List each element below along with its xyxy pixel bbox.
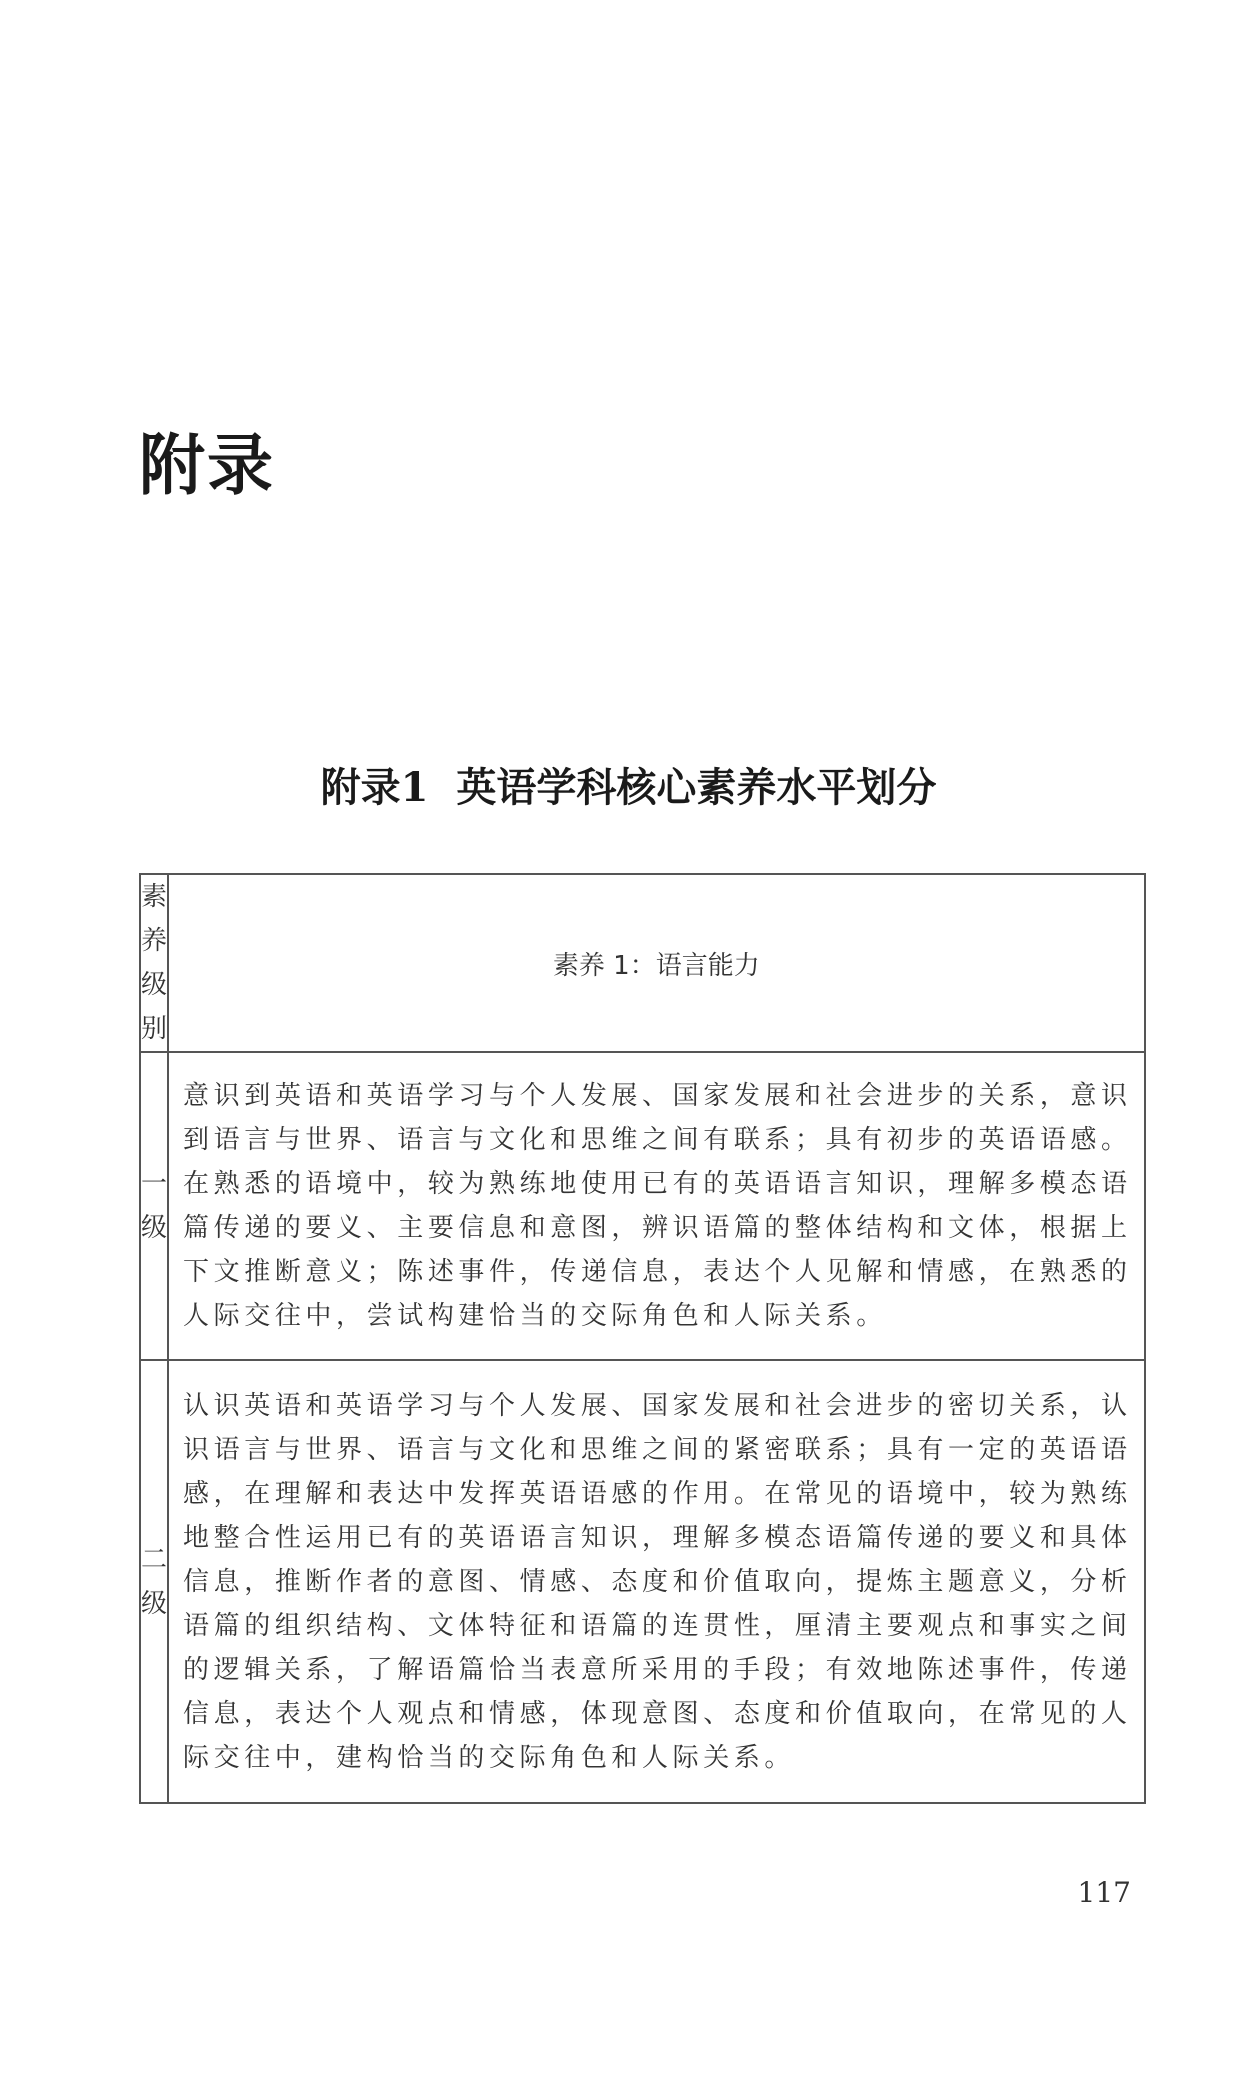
table-row — [140, 1360, 1145, 1803]
text-line: 信息，表达个人观点和情感，体现意图、态度和价值取向，在常见的人 — [183, 1698, 1132, 1729]
level-column-header — [140, 874, 168, 1052]
page-number: 117 — [1077, 1876, 1131, 1909]
text-line: 认识英语和英语学习与个人发展、国家发展和社会进步的密切关系，认 — [183, 1390, 1132, 1421]
table-header-row — [140, 874, 1145, 1052]
description-cell — [168, 1052, 1145, 1360]
chapter-title: 附录 — [139, 426, 275, 504]
text-line: 识语言与世界、语言与文化和思维之间的紧密联系；具有一定的英语语 — [183, 1434, 1132, 1465]
text-line: 信息，推断作者的意图、情感、态度和价值取向，提炼主题意义，分析 — [183, 1566, 1132, 1597]
literacy-level-table — [139, 873, 1146, 1804]
section-title — [0, 756, 1257, 813]
literacy-column-header: 素养 1：语言能力 — [168, 874, 1145, 1052]
text-line: 地整合性运用已有的英语语言知识，理解多模态语篇传递的要义和具体 — [183, 1522, 1132, 1553]
header-text: 素养 — [141, 882, 168, 956]
text-line: 下文推断意义；陈述事件，传递信息，表达个人见解和情感，在熟悉的 — [183, 1257, 1132, 1287]
header-text: 级别 — [141, 970, 168, 1044]
text-line: 篇传递的要义、主要信息和意图，辨识语篇的整体结构和文体，根据上 — [183, 1213, 1132, 1243]
text-line: 在熟悉的语境中，较为熟练地使用已有的英语语言知识，理解多模态语 — [183, 1169, 1132, 1199]
section-number: 附录1 — [320, 764, 429, 811]
level-cell: 一级 — [140, 1052, 168, 1360]
text-line: 际交往中，建构恰当的交际角色和人际关系。 — [183, 1742, 796, 1773]
section-title-text: 英语学科核心素养水平划分 — [456, 764, 937, 811]
description-cell — [168, 1360, 1145, 1803]
text-line: 意识到英语和英语学习与个人发展、国家发展和社会进步的关系，意识 — [183, 1081, 1132, 1111]
level-cell: 二级 — [140, 1360, 168, 1803]
text-line: 感，在理解和表达中发挥英语语感的作用。在常见的语境中，较为熟练 — [183, 1478, 1132, 1509]
text-line: 语篇的组织结构、文体特征和语篇的连贯性，厘清主要观点和事实之间 — [183, 1610, 1132, 1641]
table-row — [140, 1052, 1145, 1360]
text-line: 人际交往中，尝试构建恰当的交际角色和人际关系。 — [183, 1301, 887, 1331]
text-line: 的逻辑关系，了解语篇恰当表意所采用的手段；有效地陈述事件，传递 — [183, 1654, 1132, 1685]
text-line: 到语言与世界、语言与文化和思维之间有联系；具有初步的英语语感。 — [183, 1125, 1132, 1155]
